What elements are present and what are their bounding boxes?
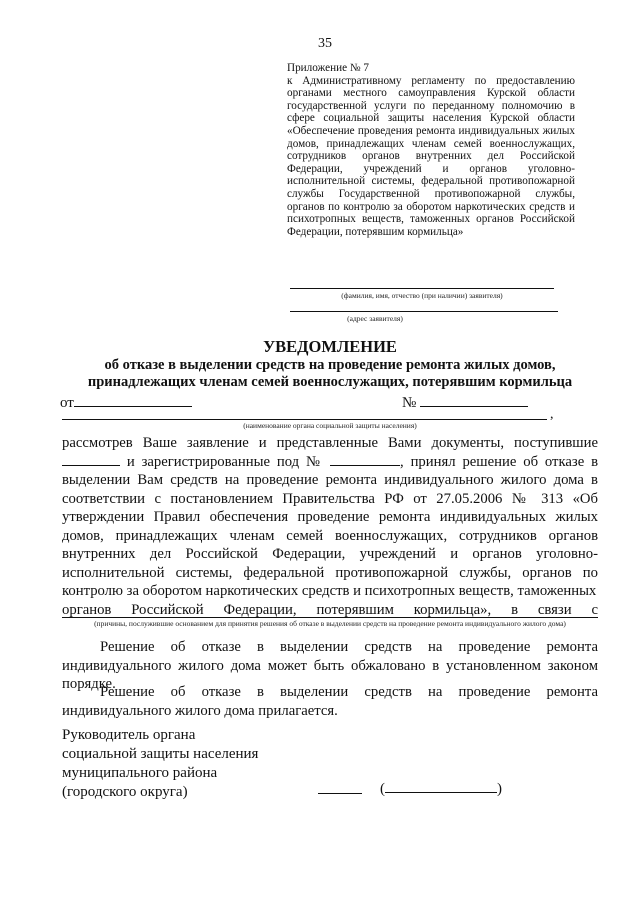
- subheading-line-1: об отказе в выделении средств на проведение ремонта жилых домов,: [104, 357, 556, 373]
- number-label: №: [402, 395, 417, 411]
- appeal-text: Решение об отказе в выделении средств на проведение ремонта индивидуального жилого дома может быть обжаловано в установленном законом порядке.: [62, 639, 598, 692]
- subheading-line-2: принадлежащих членам семей военнослужащих, потерявшим кормильца: [87, 374, 573, 390]
- number-blank: [420, 394, 528, 407]
- page-number: 35: [318, 36, 332, 51]
- registration-date-blank: [62, 453, 120, 466]
- signature-blank: [318, 793, 362, 794]
- notice-subheading: [60, 357, 600, 391]
- signature-block: [62, 726, 258, 802]
- organ-line-comma: ,: [550, 407, 554, 422]
- from-label: от: [60, 395, 74, 411]
- registration-number-blank: [330, 453, 400, 466]
- main-text-part-2: и зарегистрированные под №: [126, 453, 324, 470]
- date-blank: [74, 394, 192, 407]
- applicant-name-line: [290, 288, 554, 289]
- appendix-body: к Административному регламенту по предоставлению органами местного самоуправления Курской области государственной услуги по переданному полномочию в сфере социальной защиты населения Курской области «Обеспечение проведения ремонта индивидуальных жилых домов, принадлежащих членам семей военнослужащих, сотрудников органов внутренних дел Российской Федерации, учреждений и органов уголовно-исполнительной системы, федеральной противопожарной службы Государственной противопожарной службы, органов по контролю за оборотом наркотических средств и психотропных веществ, таможенных органов Российской Федерации, потерявшим кормильца»: [287, 74, 575, 238]
- signature-line-4: (городского округа): [62, 784, 188, 800]
- reasons-line: [62, 617, 598, 618]
- applicant-address-caption: (адрес заявителя): [347, 314, 403, 323]
- main-text-part-1: рассмотрев Ваше заявление и представленные Вами документы, поступившие: [62, 435, 598, 451]
- date-row: [60, 394, 192, 412]
- main-text: [62, 434, 598, 619]
- reasons-caption: (причины, послужившие основанием для принятия решения об отказе в выделении средств на проведение ремонта индивидуального жилого дома): [94, 619, 566, 628]
- attached-text: Решение об отказе в выделении средств на проведение ремонта индивидуального жилого дома прилагается.: [62, 684, 598, 719]
- organ-caption: (наименование органа социальной защиты населения): [243, 421, 417, 430]
- appendix-block: [287, 62, 575, 238]
- appendix-title: Приложение № 7: [287, 62, 369, 74]
- notice-heading: УВЕДОМЛЕНИЕ: [263, 337, 397, 356]
- paren-close: ): [497, 781, 502, 797]
- main-text-last-line: органов Российской Федерации, потерявшим кормильца», в связи с: [62, 601, 598, 618]
- signature-name-field: [380, 780, 502, 798]
- number-row: [402, 394, 528, 412]
- attached-paragraph: [62, 683, 598, 720]
- applicant-name-caption: (фамилия, имя, отчество (при наличии) заявителя): [341, 291, 503, 300]
- signature-name-blank: [385, 780, 497, 793]
- paren-open: (: [380, 781, 385, 797]
- signature-line-1: Руководитель органа: [62, 727, 196, 743]
- organ-name-line: [62, 419, 547, 420]
- main-text-part-3: , принял решение об отказе в выделении Вам средств на проведение ремонта индивидуального жилого дома в соответствии с постановлением Правительства РФ от 27.05.2006 № 313 «Об утверждении Правил обеспечения проведение ремонта индивидуальных жилых домов, принадлежащих членам семей военнослужащих, сотрудников органов внутренних дел Российской Федерации, учреждений и органов уголовно-исполнительной системы, федеральной противопожарной службы, органов по контролю за оборотом наркотических средств и психотропных веществ, таможенных: [62, 453, 599, 599]
- applicant-address-line: [290, 311, 558, 312]
- signature-line-2: социальной защиты населения: [62, 746, 259, 762]
- signature-line-3: муниципального района: [62, 765, 218, 781]
